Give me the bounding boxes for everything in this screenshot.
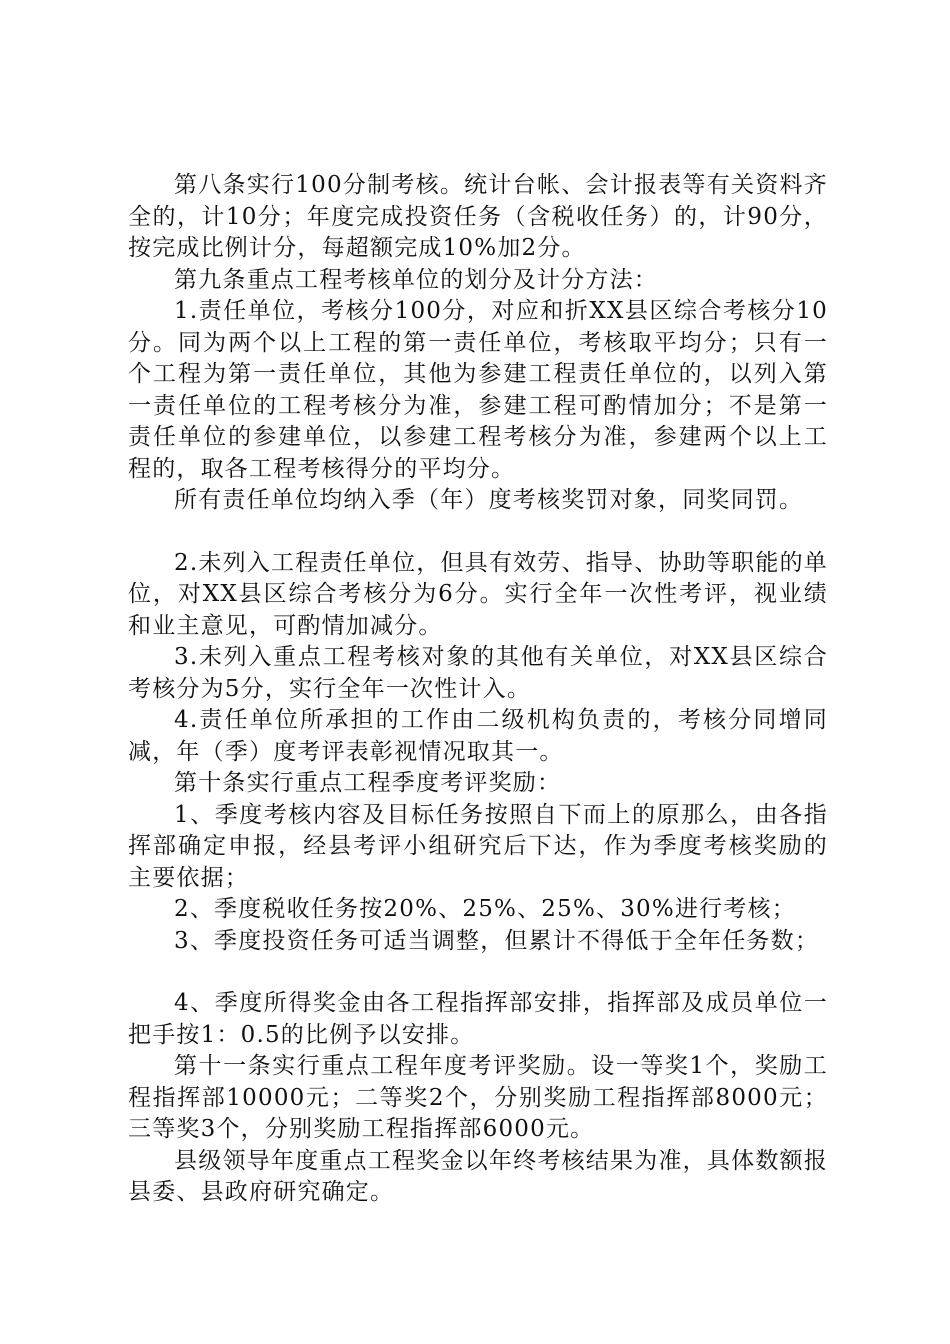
article-10-item-1: 1、季度考核内容及目标任务按照自下而上的原那么，由各指挥部确定申报，经县考评小组研究后下达，作为季度考核奖励的主要依据； — [128, 801, 828, 891]
article-9-item-1-note: 所有责任单位均纳入季（年）度考核奖罚对象，同奖同罚。 — [174, 487, 804, 513]
article-10-item-2: 2、季度税收任务按20%、25%、25%、30%进行考核； — [174, 896, 796, 922]
article-9-item-2: 2.未列入工程责任单位，但具有效劳、指导、协助等职能的单位，对XX县区综合考核分为6分。实行全年一次性考评，视业绩和业主意见，可酌情加减分。 — [128, 549, 828, 639]
article-9-item-3: 3.未列入重点工程考核对象的其他有关单位，对XX县区综合考核分为5分，实行全年一次性计入。 — [128, 644, 828, 702]
article-11-paragraph: 第十一条实行重点工程年度考评奖励。设一等奖1个，奖励工程指挥部10000元；二等奖2个，分别奖励工程指挥部8000元；三等奖3个，分别奖励工程指挥部6000元。 — [128, 1053, 828, 1142]
article-10-item-3: 3、季度投资任务可适当调整，但累计不得低于全年任务数； — [174, 927, 820, 954]
county-leader-bonus-paragraph: 县级领导年度重点工程奖金以年终考核结果为准，具体数额报县委、县政府研究确定。 — [128, 1147, 828, 1205]
article-9-item-4: 4.责任单位所承担的工作由二级机构负责的，考核分同增同减，年（季）度考评表彰视情况取其一。 — [128, 707, 828, 765]
article-9-heading: 第九条重点工程考核单位的划分及计分方法： — [174, 266, 658, 293]
article-10-item-4: 4、季度所得奖金由各工程指挥部安排，指挥部及成员单位一把手按1：0.5的比例予以安排。 — [128, 990, 828, 1048]
article-9-item-1: 1.责任单位，考核分100分，对应和折XX县区综合考核分10分。同为两个以上工程的第一责任单位，考核取平均分；只有一个工程为第一责任单位，其他为参建工程责任单位的，以列入第一责任单位的工程考核分为准，参建工程可酌情加分；不是第一责任单位的参建单位，以参建工程考核分为准，参建两个以上工程的，取各工程考核得分的平均分。 — [128, 298, 828, 482]
document-body — [128, 170, 828, 1209]
article-8-paragraph: 第八条实行100分制考核。统计台帐、会计报表等有关资料齐全的，计10分；年度完成投资任务（含税收任务）的，计90分，按完成比例计分，每超额完成10%加2分。 — [128, 172, 828, 261]
article-10-heading: 第十条实行重点工程季度考评奖励： — [174, 770, 562, 796]
